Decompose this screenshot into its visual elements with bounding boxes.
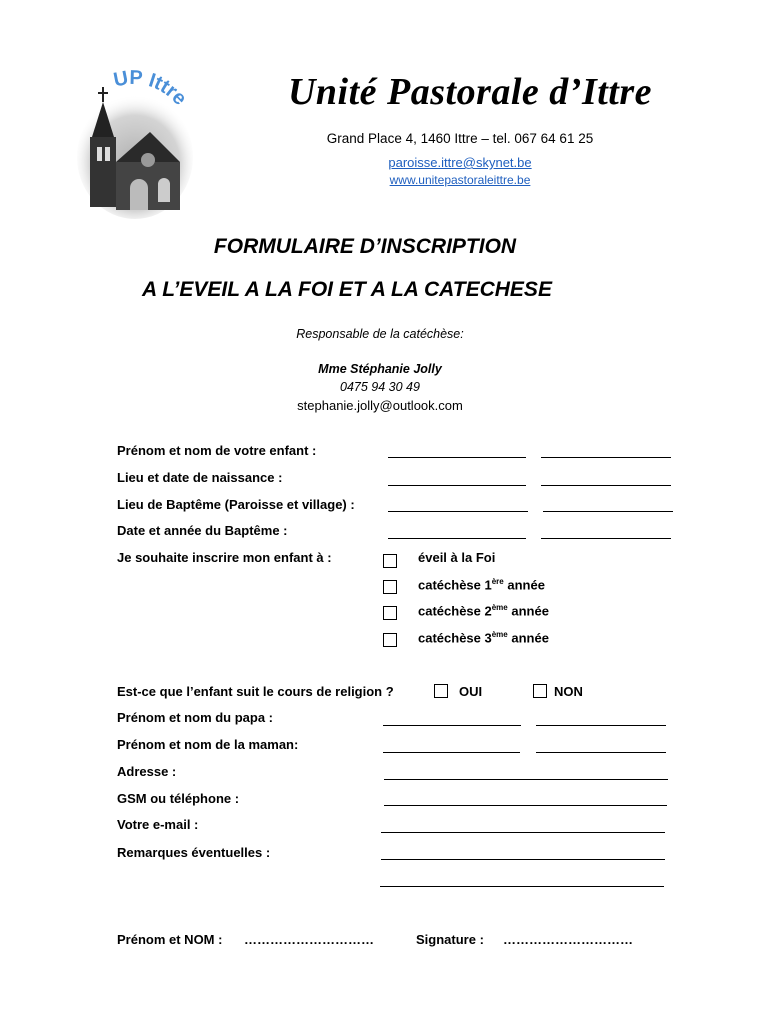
father-label: Prénom et nom du papa : [117, 710, 274, 725]
responsible-phone: 0475 94 30 49 [340, 380, 420, 394]
child-firstname-field[interactable] [388, 456, 526, 458]
address-label: Adresse : [117, 764, 177, 779]
form-title-line1: FORMULAIRE D’INSCRIPTION [213, 235, 517, 258]
parish-email-link[interactable]: paroisse.ittre@skynet.be [388, 155, 532, 170]
religion-oui-checkbox[interactable] [434, 684, 448, 698]
signer-name-field[interactable]: ………………………… [244, 932, 374, 947]
church-logo-graphic [70, 62, 220, 222]
baptism-village-field[interactable] [543, 510, 673, 512]
catechese-1-checkbox[interactable] [383, 580, 397, 594]
remarks-field-line2[interactable] [380, 885, 664, 887]
religion-non-checkbox[interactable] [533, 684, 547, 698]
responsible-label: Responsable de la catéchèse: [296, 327, 464, 341]
catechese-2-checkbox[interactable] [383, 606, 397, 620]
svg-text:UP Ittre: UP Ittre [111, 66, 191, 110]
religion-label: Est-ce que l’enfant suit le cours de religion ? [117, 684, 394, 699]
remarks-field-line1[interactable] [381, 858, 665, 860]
religion-non-label: NON [554, 684, 583, 699]
father-firstname-field[interactable] [383, 724, 521, 726]
catechese-3-checkbox[interactable] [383, 633, 397, 647]
baptism-year-field[interactable] [541, 537, 671, 539]
signature-field[interactable]: ………………………… [503, 932, 633, 947]
father-lastname-field[interactable] [536, 724, 666, 726]
remarks-label: Remarques éventuelles : [117, 845, 271, 860]
catechese-2-option-label: catéchèse 2ème année [418, 603, 549, 619]
eveil-checkbox[interactable] [383, 554, 397, 568]
parish-address: Grand Place 4, 1460 Ittre – tel. 067 64 61 25 [326, 131, 594, 146]
eveil-option-label: éveil à la Foi [418, 550, 496, 565]
enroll-label: Je souhaite inscrire mon enfant à : [117, 550, 332, 565]
birth-date-field[interactable] [541, 484, 671, 486]
baptism-parish-field[interactable] [388, 510, 528, 512]
form-title-line2: A L’EVEIL A LA FOI ET A LA CATECHESE [142, 278, 552, 301]
mother-label: Prénom et nom de la maman: [117, 737, 299, 752]
mother-lastname-field[interactable] [536, 751, 666, 753]
child-lastname-field[interactable] [541, 456, 671, 458]
email-field[interactable] [381, 831, 665, 833]
baptism-date-label: Date et année du Baptême : [117, 523, 288, 538]
responsible-email: stephanie.jolly@outlook.com [297, 398, 463, 413]
child-name-label: Prénom et nom de votre enfant : [117, 443, 317, 458]
email-label: Votre e-mail : [117, 817, 199, 832]
parish-website-link[interactable]: www.unitepastoraleittre.be [389, 173, 531, 187]
signer-name-label: Prénom et NOM : [117, 932, 223, 947]
signature-label: Signature : [416, 932, 484, 947]
birth-label: Lieu et date de naissance : [117, 470, 283, 485]
responsible-name: Mme Stéphanie Jolly [318, 362, 442, 376]
catechese-3-option-label: catéchèse 3ème année [418, 630, 549, 646]
baptism-place-label: Lieu de Baptême (Paroisse et village) : [117, 497, 355, 512]
phone-label: GSM ou téléphone : [117, 791, 240, 806]
catechese-1-option-label: catéchèse 1ère année [418, 577, 545, 593]
religion-oui-label: OUI [459, 684, 483, 699]
birth-place-field[interactable] [388, 484, 526, 486]
address-field[interactable] [384, 778, 668, 780]
parish-title: Unité Pastorale d’Ittre [287, 71, 653, 113]
phone-field[interactable] [384, 804, 667, 806]
up-ittre-logo [70, 62, 220, 222]
baptism-date-field[interactable] [388, 537, 526, 539]
mother-firstname-field[interactable] [383, 751, 520, 753]
